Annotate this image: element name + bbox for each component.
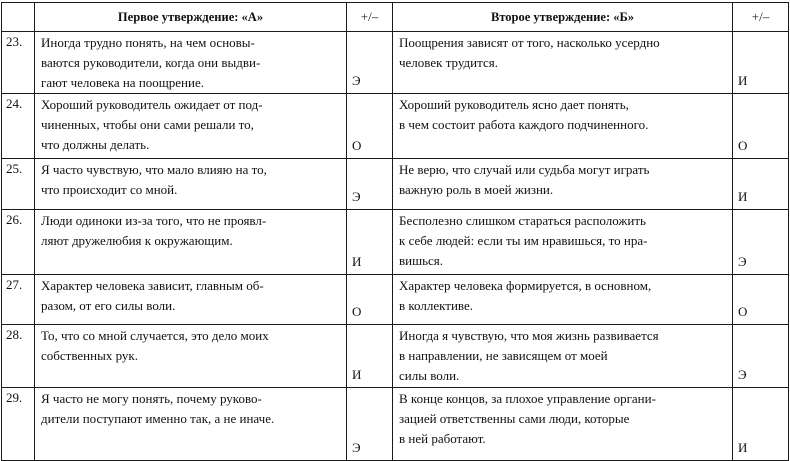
table-row [2, 275, 789, 325]
row-number: 29. [2, 388, 35, 461]
row-number: 25. [2, 159, 35, 210]
mark-a: Э [347, 388, 393, 461]
statement-b [393, 325, 733, 388]
statement-b-line: в чем состоит работа каждого подчиненного. [399, 117, 649, 132]
mark-b: И [733, 388, 789, 461]
statement-a-line: То, что со мной случается, это дело моих [41, 328, 269, 343]
header-number [2, 3, 35, 32]
mark-b: И [733, 32, 789, 94]
statement-a-line: Иногда трудно понять, на чем основы- [41, 35, 255, 50]
table-row [2, 159, 789, 210]
statement-a-line: что происходит со мной. [41, 182, 178, 197]
statement-a-line: Я часто не могу понять, почему руково- [41, 391, 262, 406]
statement-b-line: важную роль в моей жизни. [399, 182, 554, 197]
statement-b-line: зацией ответственны сами люди, которые [399, 411, 630, 426]
statement-b-line: в направлении, не зависящем от моей [399, 348, 608, 363]
statement-b-line: вишься. [399, 253, 444, 268]
mark-a: Э [347, 32, 393, 94]
statement-a [35, 94, 347, 159]
mark-b: Э [733, 210, 789, 275]
statement-a-line: собственных рук. [41, 348, 138, 363]
header-statement-b: Второе утверждение: «Б» [393, 3, 733, 32]
table-row [2, 94, 789, 159]
statement-a-line: что должны делать. [41, 137, 150, 152]
statement-b [393, 32, 733, 94]
statement-a-line: гают человека на поощрение. [41, 75, 204, 90]
statement-b [393, 159, 733, 210]
statement-b-line: Характер человека формируется, в основном, [399, 278, 652, 293]
header-row [2, 3, 789, 32]
statement-b-line: в коллективе. [399, 298, 473, 313]
mark-b: И [733, 159, 789, 210]
mark-b: О [733, 275, 789, 325]
statement-a-line: Характер человека зависит, главным об- [41, 278, 264, 293]
statement-b-line: Поощрения зависят от того, насколько усердно [399, 35, 660, 50]
statement-b [393, 94, 733, 159]
statement-b [393, 388, 733, 461]
statement-a [35, 210, 347, 275]
statement-a-line: Люди одиноки из-за того, что не проявл- [41, 213, 267, 228]
table-row [2, 210, 789, 275]
statement-b-line: к себе людей: если ты им нравишься, то нра- [399, 233, 648, 248]
mark-a: И [347, 325, 393, 388]
statement-a-line: ляют дружелюбия к окружающим. [41, 233, 233, 248]
statement-b-line: силы воли. [399, 368, 460, 383]
mark-a: О [347, 275, 393, 325]
statement-a-line: чиненных, чтобы они сами решали то, [41, 117, 254, 132]
header-mark-b: +/– [733, 3, 789, 32]
statement-a [35, 275, 347, 325]
mark-b: О [733, 94, 789, 159]
row-number: 26. [2, 210, 35, 275]
mark-b: Э [733, 325, 789, 388]
mark-a: Э [347, 159, 393, 210]
statement-a [35, 325, 347, 388]
row-number: 23. [2, 32, 35, 94]
statement-a-line: разом, от его силы воли. [41, 298, 176, 313]
statement-a [35, 388, 347, 461]
statement-b-line: Не верю, что случай или судьба могут играть [399, 162, 650, 177]
table-row [2, 32, 789, 94]
header-mark-a: +/– [347, 3, 393, 32]
statement-a-line: дители поступают именно так, а не иначе. [41, 411, 275, 426]
statement-a-line: Хороший руководитель ожидает от под- [41, 97, 263, 112]
statement-b-line: Иногда я чувствую, что моя жизнь развивается [399, 328, 659, 343]
statement-b-line: в ней работают. [399, 431, 486, 446]
statement-a [35, 32, 347, 94]
statement-a-line: Я часто чувствую, что мало влияю на то, [41, 162, 267, 177]
statement-b [393, 210, 733, 275]
statement-a [35, 159, 347, 210]
statement-b-line: Хороший руководитель ясно дает понять, [399, 97, 629, 112]
row-number: 24. [2, 94, 35, 159]
statement-b [393, 275, 733, 325]
row-number: 28. [2, 325, 35, 388]
mark-a: И [347, 210, 393, 275]
statement-b-line: Бесполезно слишком стараться расположить [399, 213, 646, 228]
statement-b-line: человек трудится. [399, 55, 498, 70]
questionnaire-table [1, 2, 789, 461]
table-row [2, 388, 789, 461]
row-number: 27. [2, 275, 35, 325]
statement-b-line: В конце концов, за плохое управление органи- [399, 391, 656, 406]
statement-a-line: ваются руководители, когда они выдви- [41, 55, 261, 70]
mark-a: О [347, 94, 393, 159]
header-statement-a: Первое утверждение: «А» [35, 3, 347, 32]
table-row [2, 325, 789, 388]
